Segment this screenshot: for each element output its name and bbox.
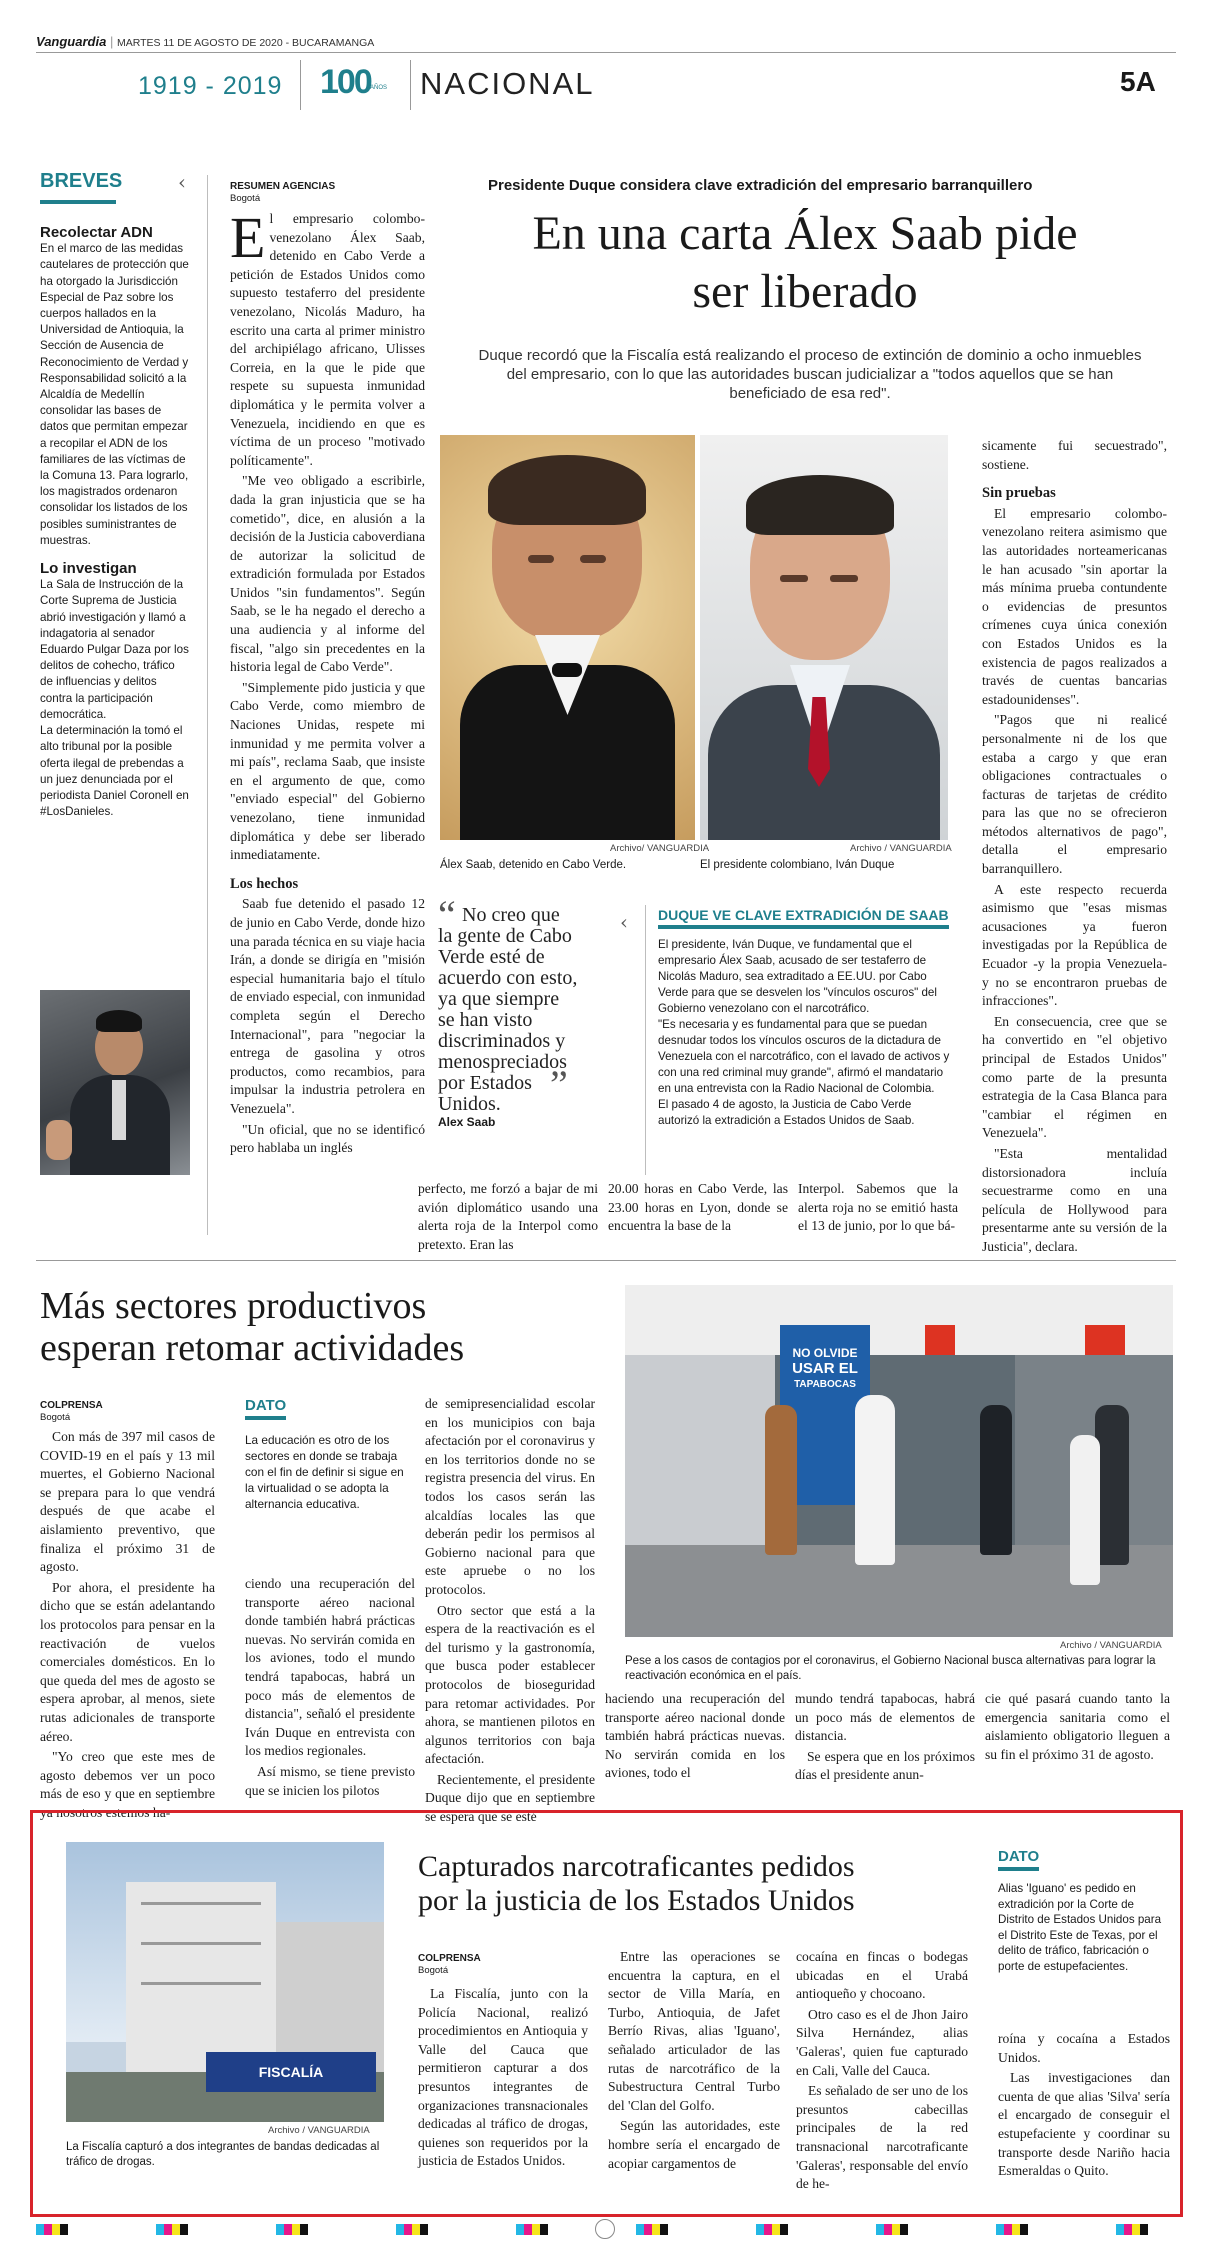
sectores-continued-b	[795, 1690, 975, 1787]
sectores-paragraph: Así mismo, se tiene previsto que se inicien los pilotos	[245, 1763, 415, 1798]
saab-photo	[440, 435, 695, 840]
capturados-column-4	[998, 2030, 1170, 2183]
capturados-paragraph: Según las autoridades, este hombre sería el encargado de acopiar cargamentos de	[608, 2118, 780, 2171]
saab-continued-b	[608, 1180, 788, 1238]
fiscalia-photo-credit: Archivo / VANGUARDIA	[268, 2125, 370, 2136]
masthead-divider-left	[300, 60, 301, 110]
saab-byline	[230, 181, 335, 205]
page-number: 5A	[1120, 66, 1156, 97]
fiscalia-sign-text: FISCALÍA	[258, 2064, 324, 2080]
capturados-paragraph: roína y cocaína a Estados Unidos.	[998, 2031, 1170, 2065]
saab-paragraph: El empresario colombo-venezolano reitera asimismo que las autoridades norteamericanas le han acusado "sin aportar la más mínima prueba contundente o evidencias de presuntos crímenes cuya única conexión con Estados Unidos es la existencia de pagos realizados a través de cuentas bancarias estadounidenses".	[982, 505, 1167, 707]
saab-column-right	[982, 437, 1167, 1259]
masthead-dateline: MARTES 11 DE AGOSTO DE 2020 - BUCARAMANGA	[116, 37, 375, 49]
capturados-city: Bogotá	[418, 1965, 449, 1976]
capturados-paragraph: Entre las operaciones se encuentra la captura, en el sector de Villa María, en Turbo, Antioquia, de Jafet Berrío Rivas, alias 'Iguano', señalado articulador de las rutas de narcotráfico de la Subestructura Central Turbo del 'Clan del Golfo.	[608, 1949, 780, 2113]
sectores-paragraph: Por ahora, el presidente ha dicho que se están adelantando los protocolos para pensar en la reactivación de vuelos comerciales domésticos. En lo que queda del mes de agosto se espera aprobar, al menos, siete rutas adicionales de transporte aéreo.	[40, 1579, 215, 1744]
fiscalia-photo-caption: La Fiscalía capturó a dos integrantes de bandas dedicadas al tráfico de drogas.	[66, 2141, 380, 2168]
anniversary-number: 100	[320, 63, 371, 101]
saab-paragraph: "Me veo obligado a escribirle, dada la gran injusticia que se ha cometido", dice, en alusión a la decisión de la Justicia caboverdiana de autorizar la solicitud de extradición formulada por Estados Unidos "sin fundamentos". Según Saab, se le ha negado el derecho a una audiencia y al informe del fiscal, "algo sin precedentes en la historia legal de Cabo Verde".	[230, 473, 425, 675]
capturados-paragraph: Las investigaciones dan cuenta de que alias 'Silva' sería el encargado de conseguir el estupefaciente y coordinar su transporte desde Nariño hacia Esmeraldas o Quito.	[998, 2070, 1170, 2179]
sectores-paragraph: Recientemente, el presidente Duque dijo que en septiembre se espera que se esté	[425, 1771, 595, 1825]
sectores-column-2	[245, 1575, 415, 1802]
capturados-column-1	[418, 1985, 588, 2173]
sectores-city: Bogotá	[40, 1412, 71, 1423]
breve-text: En el marco de las medidas cautelares de protección que ha otorgado la Jurisdicción Especial de Paz sobre los cuerpos hallados en la Universidad de Antioquia, la Sección de Ausencia de Reconocimiento de Verdad y Responsabilidad solicitó a la Alcaldía de Medellín consolidar las bases de datos que permitan empezar a recopilar el ADN de los familiares de las víctimas de la Comuna 13. Para lograrlo, los magistrados ordenaron consolidar los listados de los posibles suministrantes de muestras.	[40, 242, 189, 547]
capturados-paragraph: Es señalado de ser uno de los presuntos cabecillas principales de la red transnacional narcotraficante 'Galeras', responsable del envío de he-	[796, 2083, 968, 2192]
saab-pullquote: No creo que la gente de Cabo Verde esté de acuerdo con esto, ya que siempre se han visto discriminados y menospreciados por Estados Unidos.	[438, 904, 578, 1115]
open-quote-icon: “	[438, 892, 456, 937]
saab-paragraph: perfecto, me forzó a bajar de mi avión diplomático usando una alerta roja de la Interpol como pretexto. Eran las	[418, 1181, 598, 1252]
sectores-continued-c	[985, 1690, 1170, 1766]
capturados-headline-line-2: por la justicia de los Estados Unidos	[418, 1884, 855, 1917]
sectores-headline	[40, 1285, 630, 1369]
sectores-headline-line-1: Más sectores productivos	[40, 1285, 427, 1327]
fiscalia-photo	[66, 1842, 384, 2122]
section-title: NACIONAL	[420, 66, 595, 101]
registration-mark-icon	[595, 2219, 615, 2239]
saab-photo-credit: Archivo/ VANGUARDIA	[610, 843, 710, 854]
sectores-paragraph: Con más de 397 mil casos de COVID-19 en el país y 13 mil muertes, el Gobierno Nacional se prepara para lo que vendrá después de que acabe el aislamiento preventivo, que finaliza el próximo 31 de agosto.	[40, 1429, 215, 1575]
saab-headline-line-1: En una carta Álex Saab pide	[532, 207, 1078, 260]
anniversary-word: AÑOS	[370, 85, 388, 91]
saab-paragraph: "Simplemente pido justicia y que Cabo Verde, como miembro de Naciones Unidas, respete mi inmunidad y me permita volver a mi país", reclama Saab, que insiste en el argumento de que, como "enviado especial" del Gobierno venezolano, tiene inmunidad diplomática y debe ser liberado inmediatamente.	[230, 679, 425, 863]
saab-paragraph: sicamente fui secuestrado", sostiene.	[982, 438, 1167, 472]
airport-sign-line: USAR EL	[792, 1360, 858, 1377]
saab-dropcap: E	[230, 205, 266, 270]
duque-photo	[700, 435, 948, 840]
sectores-paragraph: ciendo una recuperación del transporte aéreo nacional donde también habrá prácticas nuevas. No servirán comida en los aviones, todo el mundo tendrá tapabocas, habrá un poco más de elementos de distancia", señaló el presidente Iván Duque en entrevista con los medios regionales.	[245, 1576, 415, 1759]
saab-headline-line-2: ser liberado	[692, 265, 918, 318]
sidebar-paragraph: El pasado 4 de agosto, la Justicia de Cabo Verde autorizó la extradición a Estados Unidos de Saab.	[658, 1098, 915, 1127]
fiscalia-sign	[206, 2052, 376, 2092]
capturados-dato-text: Alias 'Iguano' es pedido en extradición por la Corte de Distrito de Estados Unidos para el Distrito Este de Texas, por el delito de tráfico, fabricación o porte de estupefacientes.	[998, 1882, 1162, 1973]
saab-paragraph: 20.00 horas en Cabo Verde, las 23.00 horas en Lyon, donde se encuentra la base de la	[608, 1181, 788, 1234]
sectores-dato-title: DATO	[245, 1397, 286, 1420]
sectores-paragraph: Otro sector que está a la espera de la reactivación es el del turismo y la gastronomía, que busca poder establecer protocolos de bioseguridad para retomar actividades. Por ahora, se mantienen pilotos en algunos territorios con baja afectación.	[425, 1602, 595, 1767]
airport-photo-caption: Pese a los casos de contagios por el coronavirus, el Gobierno Nacional busca alternativas para lograr la reactivación económica en el país.	[625, 1655, 1156, 1682]
saab-sidebar	[658, 905, 954, 1129]
breve-text: La Sala de Instrucción de la Corte Suprema de Justicia abrió investigación y llamó a indagatoria al senador Eduardo Pulgar Daza por los delitos de cohecho, tráfico de influencias y delitos contra la participación democrática.	[40, 578, 189, 721]
masthead-brand: Vanguardia	[36, 34, 107, 49]
capturados-byline	[418, 1953, 481, 1977]
saab-agency: RESUMEN AGENCIAS	[230, 181, 336, 192]
sectores-dato	[245, 1395, 415, 1512]
saab-paragraph: En consecuencia, cree que se ha convertido en "el objetivo principal de Estados Unidos" como parte de la presunta estrategia de la Casa Blanca para "cambiar el régimen en Venezuela".	[982, 1013, 1167, 1141]
saab-paragraph: l empresario colombo-venezolano Álex Saab, detenido en Cabo Verde a petición de Estados Unidos como supuesto testaferro del presidente venezolano, Nicolás Maduro, ha escrito una carta al primer ministro del archipiélago africano, Ulisses Correia, en la que le pide que respete su supuesta inmunidad diplomática y le permita volver a Venezuela, incidiendo en que es víctima de un proceso "motivado políticamente".	[230, 211, 425, 468]
sidebar-arrow-icon: ‹	[620, 910, 628, 934]
saab-paragraph: Saab fue detenido el pasado 12 de junio en Cabo Verde, donde hizo una parada técnica en su viaje hacia Irán, a donde se dirigía en "misión especial humanitaria bajo el título de enviado especial, con inmunidad completa según el Derecho Internacional", para "negociar la entrega de gasolina y otros productos, como recambios, para impulsar la industria petrolera en Venezuela".	[230, 896, 425, 1116]
airport-sign-line: TAPABOCAS	[794, 1379, 856, 1390]
airport-photo-credit: Archivo / VANGUARDIA	[1060, 1640, 1162, 1651]
masthead-divider-right	[410, 60, 411, 110]
saab-sidebar-body	[658, 937, 954, 1129]
saab-headline	[440, 205, 1170, 321]
capturados-paragraph: cocaína en fincas o bodegas ubicadas en el Urabá antioqueño y chocoano.	[796, 1949, 968, 2002]
anniversary-logo	[320, 63, 406, 105]
breves-arrow-icon: ‹	[178, 170, 186, 194]
saab-city: Bogotá	[230, 193, 261, 204]
saab-photo-caption: Álex Saab, detenido en Cabo Verde.	[440, 859, 627, 871]
saab-column-1	[230, 205, 425, 1160]
column-rule	[645, 905, 646, 1175]
breve-photo	[40, 990, 190, 1175]
breve-text: La determinación la tomó el alto tribunal por la posible oferta ilegal de prebendas a un juez denunciada por el periodista Daniel Coronell en #LosDanieles.	[40, 724, 189, 819]
sectores-paragraph: "Yo creo que este mes de agosto debemos ver un poco más de eso y que en septiembre ya nosotros estemos ha-	[40, 1749, 215, 1820]
capturados-headline-line-1: Capturados narcotraficantes pedidos	[418, 1850, 855, 1883]
sectores-column-1	[40, 1428, 215, 1824]
sectores-column-3	[425, 1395, 595, 1829]
saab-kicker: Presidente Duque considera clave extradición del empresario barranquillero	[488, 177, 1033, 194]
masthead-dateline-row: Vanguardia | MARTES 11 DE AGOSTO DE 2020 - BUCARAMANGA	[36, 34, 375, 49]
sidebar-paragraph: El presidente, Iván Duque, ve fundamental que el empresario Álex Saab, acusado de ser testaferro de Nicolás Maduro, sea extraditado a EE.UU. por Cabo Verde para que se desvelen los "vínculos oscuros" del Gobierno venezolano con el narcotráfico.	[658, 938, 937, 1015]
saab-continued-c	[798, 1180, 958, 1238]
breves-title: BREVES	[40, 170, 123, 192]
capturados-dato	[998, 1846, 1170, 1975]
capturados-column-2	[608, 1948, 780, 2175]
saab-paragraph: "Pagos que ni realicé personalmente ni de los que estaba a cargo y que eran obligaciones contractuales o facturas de tarjetas de crédito para las que no se ofrecieron métodos alternativos de pago", detalla el empresario barranquillero.	[982, 712, 1167, 877]
sectores-paragraph: de semipresencialidad escolar en los municipios con baja afectación por el coronavirus y en los territorios donde no se registra presencia del virus. En todos los casos serán las alcaldías locales las que deberán pedir los permisos al Gobierno nacional para que este apruebe o no los protocolos.	[425, 1396, 595, 1597]
close-quote-icon: ”	[550, 1062, 568, 1107]
capturados-headline	[418, 1850, 1008, 1918]
sectores-paragraph: mundo tendrá tapabocas, habrá un poco más de elementos de distancia.	[795, 1691, 975, 1744]
sectores-headline-line-2: esperan retomar actividades	[40, 1327, 465, 1369]
sectores-byline	[40, 1400, 103, 1424]
saab-subhead: Sin pruebas	[982, 485, 1056, 502]
saab-paragraph: A este respecto recuerda asimismo que "esas mismas acusaciones ya fueron investigadas por la República de Ecuador -y la propia Venezuela- y no se encontraron pruebas de infracciones".	[982, 881, 1167, 1009]
capturados-paragraph: La Fiscalía, junto con la Policía Nacional, realizó procedimientos en Antioquia y Valle del Cauca que permitieron capturar a dos presuntos integrantes de organizaciones transnacionales dedicadas al tráfico de drogas, quienes son requeridos por la justicia de Estados Unidos.	[418, 1986, 588, 2169]
section-divider	[36, 1260, 1176, 1261]
airport-photo	[625, 1285, 1173, 1637]
sectores-paragraph: haciendo una recuperación del transporte aéreo nacional donde también habrá prácticas nuevas. No servirán comida en los aviones, todo el	[605, 1691, 785, 1781]
saab-continued-a	[418, 1180, 598, 1256]
saab-paragraph: "Un oficial, que no se identificó pero hablaba un inglés	[230, 1121, 425, 1156]
capturados-column-3	[796, 1948, 968, 2196]
sectores-dato-text: La educación es otro de los sectores en donde se trabaja con el fin de definir si sigue en la virtualidad o se adopta la alternancia educativa.	[245, 1433, 404, 1511]
sectores-paragraph: Se espera que en los próximos días el presidente anun-	[795, 1748, 975, 1783]
breve-title: Lo investigan	[40, 560, 137, 578]
saab-deck: Duque recordó que la Fiscalía está realizando el proceso de extinción de dominio a ocho inmuebles del empresario, con lo que las autoridades buscan judicializar a "todos aquellos que se han beneficiado de esa red".	[478, 347, 1142, 402]
saab-paragraph: Interpol. Sabemos que la alerta roja no se emitió hasta el 13 de junio, por lo que bá-	[798, 1181, 958, 1234]
pullquote-author: Alex Saab	[438, 1115, 496, 1129]
sectores-continued-a	[605, 1690, 785, 1785]
masthead-years: 1919 - 2019	[138, 72, 283, 100]
masthead-rule	[36, 52, 1176, 53]
saab-paragraph: "Esta mentalidad distorsionadora incluía secuestrarme como en una película de Hollywood para presentarme ante su versión de la Justicia", declara.	[982, 1145, 1167, 1254]
breves-rule	[40, 200, 116, 204]
duque-photo-credit: Archivo / VANGUARDIA	[850, 843, 952, 854]
breve-title: Recolectar ADN	[40, 224, 153, 241]
capturados-dato-title: DATO	[998, 1848, 1039, 1871]
breves-list	[40, 215, 190, 820]
sectores-agency: COLPRENSA	[40, 1400, 103, 1411]
airport-sign-line: NO OLVIDE	[792, 1346, 858, 1360]
duque-photo-caption: El presidente colombiano, Iván Duque	[700, 859, 895, 871]
capturados-paragraph: Otro caso es el de Jhon Jairo Silva Hernández, alias 'Galeras', quien fue capturado en Cali, Valle del Cauca.	[796, 2006, 968, 2078]
column-rule	[207, 175, 208, 1235]
saab-subhead: Los hechos	[230, 875, 299, 892]
saab-sidebar-title: DUQUE VE CLAVE EXTRADICIÓN DE SAAB	[658, 907, 949, 929]
sidebar-paragraph: "Es necesaria y es fundamental para que se puedan desnudar todos los vínculos oscuros de la dictadura de Venezuela con el narcotráfico, con el lavado de activos y con una red criminal muy grande", afirmó el mandatario en una entrevista con la Radio Nacional de Colombia.	[658, 1018, 950, 1095]
capturados-agency: COLPRENSA	[418, 1953, 481, 1964]
sectores-paragraph: cie qué pasará cuando tanto la emergencia sanitaria como el aislamiento obligatorio lleguen a su fin el próximo 31 de agosto.	[985, 1691, 1170, 1762]
